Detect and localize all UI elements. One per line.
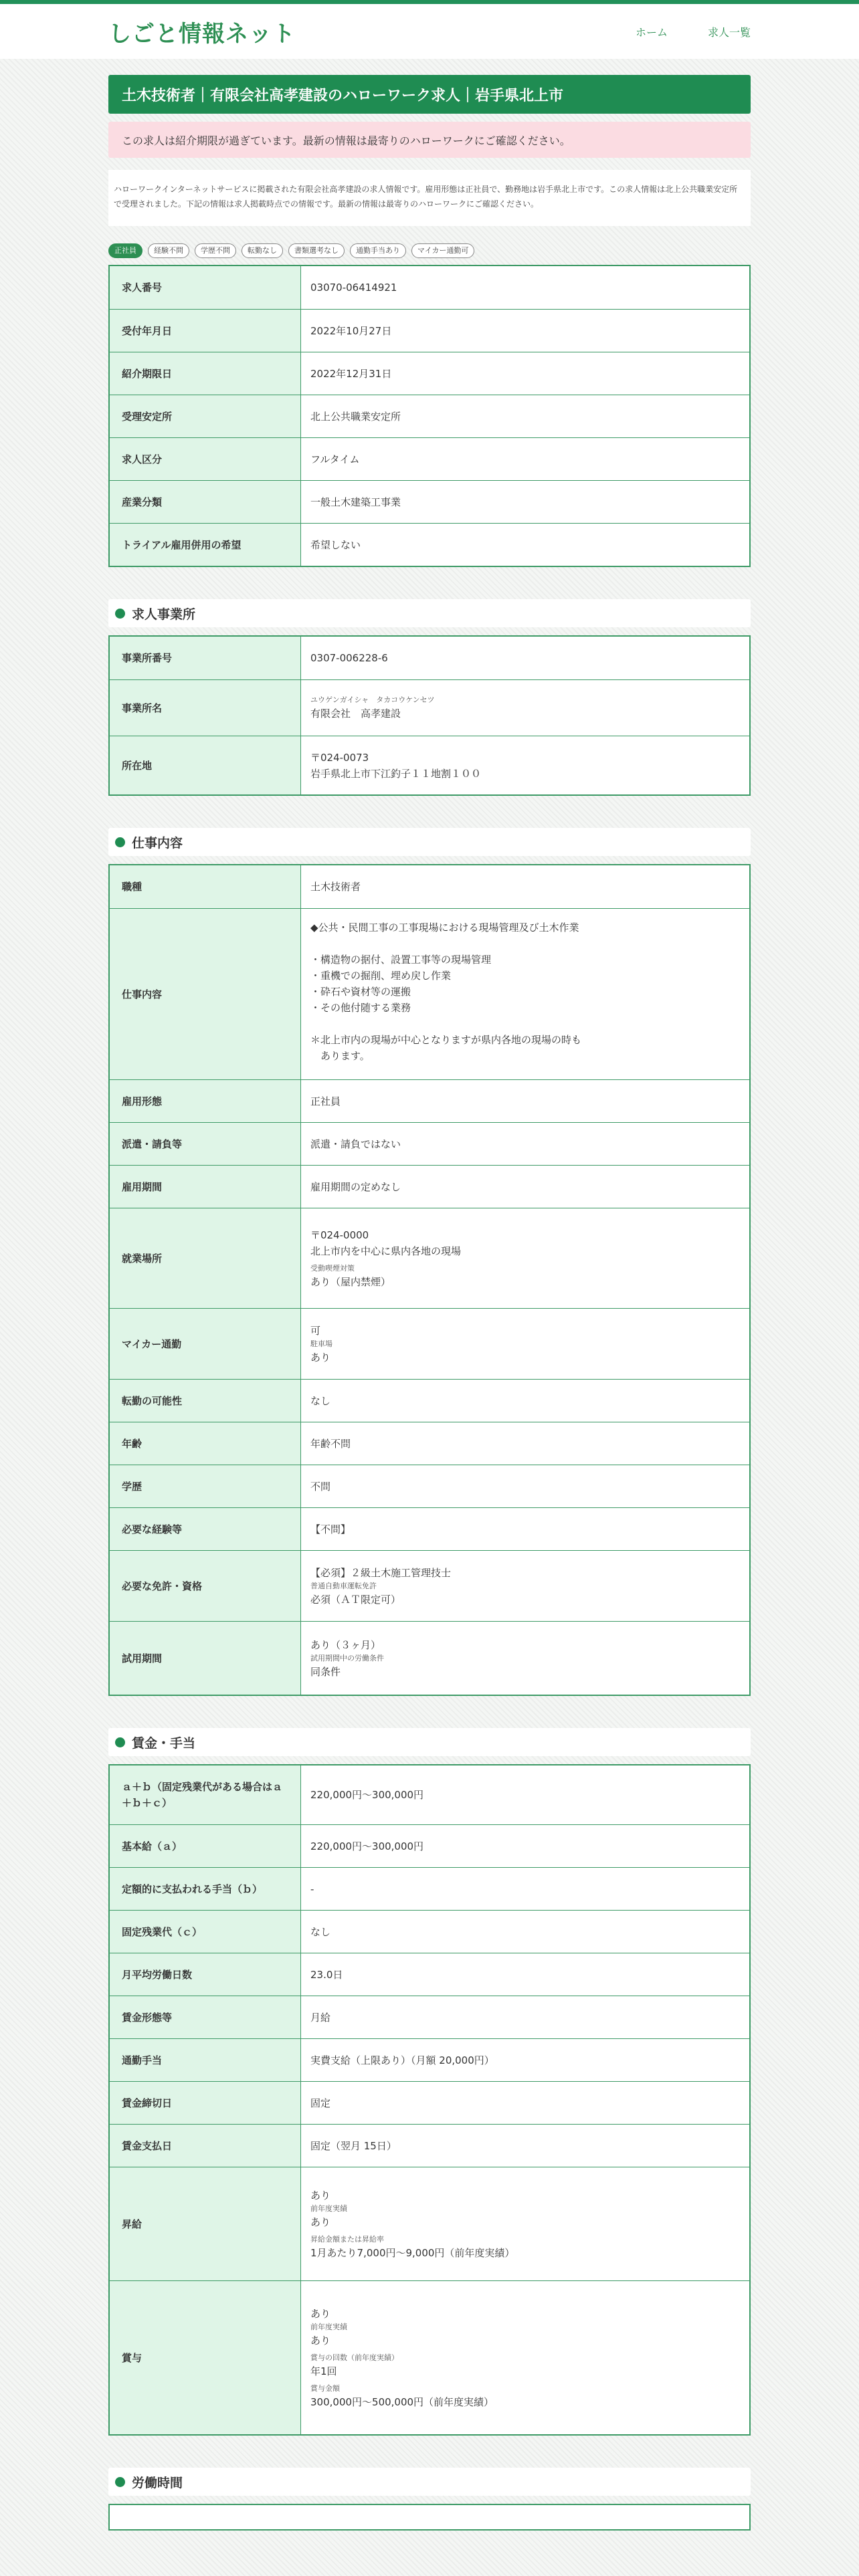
row-label: 定額的に支払われる手当（ｂ） [110,1868,301,1910]
row-label: 求人番号 [110,266,301,309]
table-row [110,1996,749,2038]
row-value: なし [310,1925,331,1938]
office-zip: 〒024-0073 [310,751,369,764]
row-label: 基本給（ａ） [110,1825,301,1867]
table-row [110,1953,749,1996]
row-value: フルタイム [310,453,360,465]
row-label: 雇用形態 [110,1080,301,1122]
table-row [110,309,749,352]
row-value: 220,000円〜300,000円 [310,1789,424,1801]
table-row [110,679,749,736]
bonus-amount: 300,000円〜500,000円（前年度実績） [310,2395,494,2408]
table-row [110,480,749,523]
row-label: 受理安定所 [110,395,301,437]
bullet-dot-icon [115,837,125,847]
row-value [301,736,749,794]
bullet-dot-icon [115,2477,125,2487]
row-label: 必要な免許・資格 [110,1551,301,1621]
bonus-amount-label: 賞与金額 [310,2383,340,2393]
main-nav [636,24,751,39]
row-value: 0307-006228-6 [310,652,388,664]
bonus-prev: あり [310,2334,331,2347]
table-row [110,1507,749,1550]
office-name: 有限会社 高孝建設 [310,707,401,720]
row-label: 事業所名 [110,680,301,736]
row-label: 転勤の可能性 [110,1380,301,1422]
table-row [110,1308,749,1379]
row-value: - [310,1883,314,1895]
table-row [110,2124,749,2167]
tag-no-screening: 書類選考なし [288,243,345,258]
raise-amount: 1月あたり7,000円〜9,000円（前年度実績） [310,2246,515,2259]
section-wage-heading [108,1728,751,1756]
expired-alert: この求人は紹介期限が過ぎています。最新の情報は最寄りのハローワークにご確認ください。 [108,122,751,158]
row-label: 賃金形態等 [110,1996,301,2038]
row-label: 派遣・請負等 [110,1123,301,1165]
row-value: 2022年10月27日 [310,324,392,337]
row-label: マイカー通勤 [110,1309,301,1379]
row-label: 賃金締切日 [110,2082,301,2124]
raise-amount-label: 昇給金額または昇給率 [310,2234,384,2244]
row-label: 産業分類 [110,481,301,523]
section-title: 労働時間 [132,2475,183,2490]
table-row [110,352,749,395]
row-value [301,2167,749,2280]
row-value: 23.0日 [310,1968,343,1981]
tag-no-education: 学歴不問 [195,243,236,258]
bonus-times: 年1回 [310,2365,337,2377]
table-row [110,2167,749,2280]
row-label: 賞与 [110,2281,301,2434]
table-row [110,437,749,480]
office-name-kana: ユウゲンガイシャ タカコウケンセツ [310,695,435,704]
row-label: トライアル雇用併用の希望 [110,524,301,566]
row-label: 雇用期間 [110,1166,301,1208]
wage-table [108,1764,751,2436]
row-value: 実費支給（上限あり）（月額 20,000円） [310,2054,494,2066]
row-label: 所在地 [110,736,301,794]
site-logo[interactable]: しごと情報ネット [108,20,296,47]
row-label: 昇給 [110,2167,301,2280]
row-value: 正社員 [310,1095,341,1107]
tag-seishain: 正社員 [108,243,142,258]
row-value: 月給 [310,2011,331,2024]
trial-cond: 同条件 [310,1665,341,1678]
row-label: ａ＋ｂ（固定残業代がある場合はａ＋ｂ＋ｃ） [110,1765,301,1824]
row-value: 03070-06414921 [310,282,397,294]
row-value: 【不問】 [310,1523,351,1535]
tag-no-experience: 経験不問 [148,243,189,258]
row-value: 固定 [310,2097,331,2109]
section-work-heading [108,828,751,856]
table-row [110,1550,749,1621]
table-row [110,1079,749,1122]
table-row [110,266,749,309]
car: 可 [310,1324,321,1337]
table-row [110,523,749,566]
row-label: 必要な経験等 [110,1508,301,1550]
row-value [301,2281,749,2434]
row-label: 職種 [110,865,301,908]
tag-commute-allowance: 通勤手当あり [350,243,406,258]
table-row [110,865,749,908]
row-label: 学歴 [110,1465,301,1507]
job-description: ◆公共・民間工事の工事現場における現場管理及び土木作業 ・構造物の据付、設置工事等の現場管理 ・重機での掘削、埋め戻し作業 ・砕石や資材等の運搬 ・その他付随する業務 ＊北上市内の現場が中心となりますが県内各地の現場の時も あります。 [310,922,582,1062]
row-value [301,1622,749,1695]
table-row [110,1422,749,1465]
table-row [110,395,749,437]
row-label: 固定残業代（ｃ） [110,1911,301,1953]
row-label: 試用期間 [110,1622,301,1695]
table-row [110,1910,749,1953]
work-table [108,864,751,1696]
table-row [110,1208,749,1308]
row-value [301,1309,749,1379]
hours-table [108,2504,751,2531]
section-title: 求人事業所 [132,607,196,622]
table-row [110,1122,749,1165]
table-row [110,1465,749,1507]
table-row [110,1379,749,1422]
trial: あり（３ヶ月） [310,1638,381,1651]
table-row [110,2038,749,2081]
table-row [110,1621,749,1695]
row-value: 北上公共職業安定所 [310,410,401,423]
bullet-dot-icon [115,609,125,619]
driver-label: 普通自動車運転免許 [310,1581,377,1590]
row-label: 求人区分 [110,438,301,480]
section-title: 賃金・手当 [132,1735,196,1751]
bonus-prev-label: 前年度実績 [310,2322,347,2331]
table-row [110,1867,749,1910]
row-value: 2022年12月31日 [310,367,392,380]
row-value: 220,000円〜300,000円 [310,1840,424,1852]
row-value: 派遣・請負ではない [310,1138,401,1150]
place-zip: 〒024-0000 [310,1228,369,1241]
nav-job-list-link[interactable]: 求人一覧 [707,25,751,39]
row-label: 月平均労働日数 [110,1953,301,1996]
bonus-times-label: 賞与の回数（前年度実績） [310,2353,399,2362]
driver: 必須（ＡＴ限定可） [310,1593,401,1606]
row-label: 事業所番号 [110,637,301,679]
table-row [110,637,749,679]
table-row [110,1165,749,1208]
trial-cond-label: 試用期間中の労働条件 [310,1653,384,1662]
raise: あり [310,2189,331,2202]
license: 【必須】２級土木施工管理技士 [310,1566,452,1579]
smoking-label: 受動喫煙対策 [310,1263,355,1273]
section-hours-heading [108,2468,751,2496]
row-label: 賃金支払日 [110,2125,301,2167]
office-table [108,635,751,796]
row-label: 受付年月日 [110,310,301,352]
nav-home-link[interactable]: ホーム [635,25,668,39]
tag-no-transfer: 転勤なし [242,243,283,258]
table-row [110,2081,749,2124]
row-label: 年齢 [110,1422,301,1465]
row-value: 土木技術者 [310,881,361,893]
raise-prev-label: 前年度実績 [310,2204,347,2213]
tag-car-commute: マイカー通勤可 [411,243,474,258]
place: 北上市内を中心に県内各地の現場 [310,1245,462,1257]
intro-notice: ハローワークインターネットサービスに掲載された有限会社高孝建設の求人情報です。雇用形態は正社員で、勤務地は岩手県北上市です。この求人情報は北上公共職業安定所で受理されました。下記の情報は求人掲載時点での情報です。最新の情報は最寄りのハローワークにご確認ください。 [108,170,751,226]
feature-tags [108,243,751,258]
bullet-dot-icon [115,1737,125,1747]
row-value [301,680,749,736]
table-row [110,908,749,1079]
row-value: 年齢不問 [310,1437,351,1450]
row-value [301,1551,749,1621]
section-office-heading [108,599,751,627]
page-title: 土木技術者｜有限会社高孝建設のハローワーク求人｜岩手県北上市 [108,75,751,114]
site-header [0,4,859,59]
table-row [110,1824,749,1867]
office-address: 岩手県北上市下江釣子１１地割１００ [310,767,482,780]
row-value: 希望しない [310,538,361,551]
row-value: 一般土木建築工事業 [310,496,401,508]
row-value: 雇用期間の定めなし [310,1180,401,1193]
row-value: なし [310,1394,331,1407]
row-label: 就業場所 [110,1208,301,1308]
table-row [110,736,749,794]
raise-prev: あり [310,2216,331,2228]
table-row [110,2280,749,2434]
row-label: 通勤手当 [110,2039,301,2081]
row-value: 不問 [310,1480,331,1493]
row-label: 紹介期限日 [110,352,301,395]
row-value: 固定（翌月 15日） [310,2139,397,2152]
parking-label: 駐車場 [310,1339,332,1348]
section-title: 仕事内容 [132,835,183,851]
main-content [108,59,751,2531]
row-label: 仕事内容 [110,909,301,1079]
row-value [301,1208,749,1308]
bonus: あり [310,2307,331,2320]
parking: あり [310,1351,331,1364]
basic-info-table [108,265,751,567]
smoking: あり（屋内禁煙） [310,1275,391,1288]
table-row [110,1765,749,1824]
